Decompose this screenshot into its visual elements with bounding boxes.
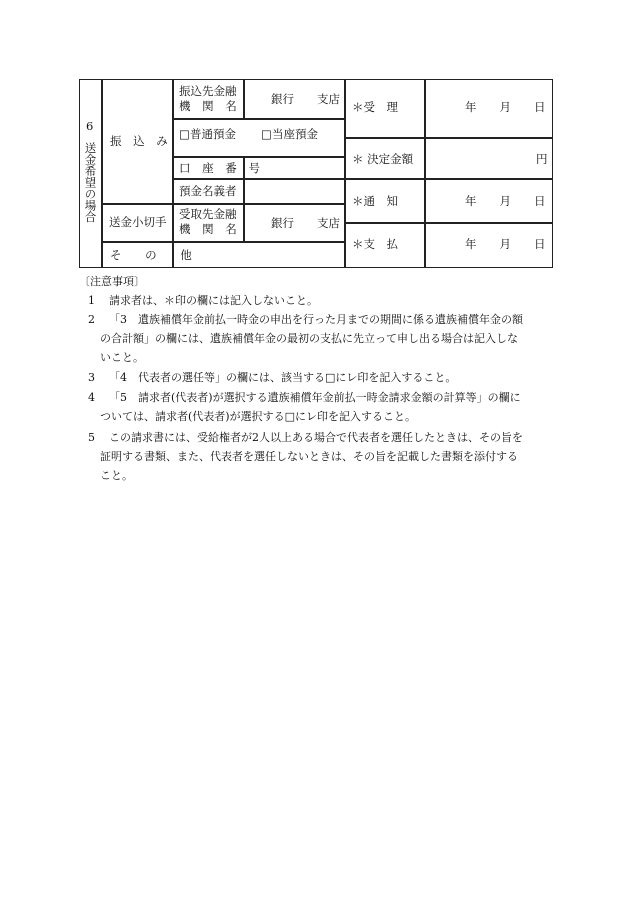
check-bank-text: 銀行 <box>271 216 294 230</box>
check-bank-label-line1: 受取先金融 <box>179 207 237 221</box>
note-number: 3 <box>88 371 95 384</box>
note-line: この請求書には、受給権者が2人以上ある場合で代表者を選任したときは、その旨を <box>109 431 523 444</box>
account-number-input[interactable] <box>244 157 345 179</box>
furikomi-bank-label-line1: 振込先金融 <box>179 84 237 98</box>
note-line: こと。 <box>100 469 133 482</box>
juri-date: 年 月 日 <box>465 100 546 114</box>
remittance-form-table <box>79 79 553 268</box>
account-number-label: 口 座 番 号 <box>179 161 264 175</box>
tsuchi-label: ＊通 知 <box>352 194 398 208</box>
other-label: そ の 他 <box>110 248 202 262</box>
note-number: 1 <box>88 294 95 307</box>
check-branch-text: 支店 <box>317 216 340 230</box>
note-line: ついては、請求者(代表者)が選択する□にレ印を記入すること。 <box>100 410 416 423</box>
check-bank-label-line2: 機 関 名 <box>179 222 241 236</box>
furikomi-label: 振 込 み <box>110 134 172 148</box>
tsuchi-date: 年 月 日 <box>465 194 546 208</box>
kettei-label: ＊ 決定金額 <box>352 152 414 166</box>
shiharai-date: 年 月 日 <box>465 237 546 251</box>
note-line: 証明する書類、また、代表者を選任しないときは、その旨を記載した書類を添付する <box>100 450 518 463</box>
futsu-label: 普通預金 <box>190 127 236 141</box>
note-line: 請求者は、＊印の欄には記入しないこと。 <box>109 294 318 307</box>
furikomi-bank-label-line2: 機 関 名 <box>179 99 241 113</box>
check-label: 送金小切手 <box>109 215 167 229</box>
section-title: 送金希望の場合 <box>83 142 98 223</box>
other-input[interactable] <box>173 242 345 268</box>
note-line: 「5 請求者(代表者)が選択する遺族補償年金前払一時金請求金額の計算等」の欄に <box>109 391 521 404</box>
juri-label: ＊受 理 <box>352 100 398 114</box>
kettei-value-cell <box>425 138 553 179</box>
furikomi-branch-text: 支店 <box>317 92 340 106</box>
kettei-yen: 円 <box>536 152 548 166</box>
futsu-checkbox-icon[interactable]: □ <box>179 127 190 141</box>
note-number: 5 <box>88 431 95 444</box>
note-number: 4 <box>88 391 95 404</box>
shiharai-label: ＊支 払 <box>352 237 398 251</box>
furikomi-bank-text: 銀行 <box>271 92 294 106</box>
account-holder-label: 預金名義者 <box>179 184 237 198</box>
note-line: の合計額」の欄には、遺族補償年金の最初の支払に先立って申し出る場合は記入しな <box>100 332 518 345</box>
notes-title: 〔注意事項〕 <box>79 275 145 288</box>
section-number: 6 <box>86 119 94 133</box>
note-number: 2 <box>88 313 95 326</box>
note-line: いこと。 <box>100 351 144 364</box>
toza-label: 当座預金 <box>272 127 318 141</box>
note-line: 「4 代表者の選任等」の欄には、該当する□にレ印を記入すること。 <box>109 371 457 384</box>
account-holder-input[interactable] <box>244 179 345 204</box>
toza-checkbox-icon[interactable]: □ <box>261 127 272 141</box>
note-line: 「3 遺族補償年金前払一時金の申出を行った月までの期間に係る遺族補償年金の額 <box>109 313 523 326</box>
